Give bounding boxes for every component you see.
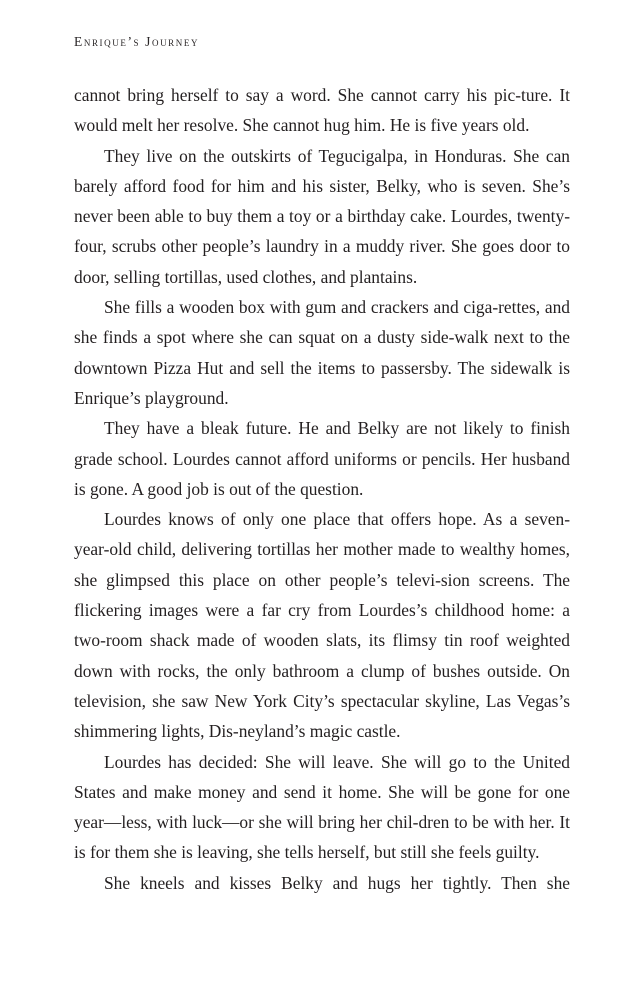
paragraph-7: She kneels and kisses Belky and hugs her tightly. Then she	[104, 872, 570, 893]
body-text	[74, 80, 570, 898]
paragraph-3: She fills a wooden box with gum and crackers and ciga-rettes, and she finds a spot where she can squat on a dusty side-walk next to the downtown Pizza Hut and sell the items to passersby. The sidewalk is Enrique’s playground.	[74, 297, 570, 408]
paragraph-5: Lourdes knows of only one place that offers hope. As a seven-year-old child, delivering tortillas her mother made to wealthy homes, she glimpsed this place on other people’s televi-sion screens. The flickering images were a far cry from Lourdes’s childhood home: a two-room shack made of wooden slats, its flimsy tin roof weighted down with rocks, the only bathroom a clump of bushes outside. On television, she saw New York City’s spectacular skyline, Las Vegas’s shimmering lights, Dis-neyland’s magic castle.	[74, 509, 570, 742]
paragraph-4: They have a bleak future. He and Belky are not likely to finish grade school. Lourdes cannot afford uniforms or pencils. Her husband is gone. A good job is out of the question.	[74, 418, 570, 499]
paragraph-6: Lourdes has decided: She will leave. She will go to the United States and make money and send it home. She will be gone for one year—less, with luck—or she will bring her chil-dren to be with her. It is for them she is leaving, she tells herself, but still she feels guilty.	[74, 751, 570, 863]
paragraph-2: They live on the outskirts of Tegucigalpa, in Honduras. She can barely afford food for him and his sister, Belky, who is seven. She’s never been able to buy them a toy or a birthday cake. Lourdes, twenty-four, scrubs other people’s laundry in a muddy river. She goes door to door, selling tortillas, used clothes, and plantains.	[74, 145, 570, 287]
running-head: Enrique’s Journey	[74, 34, 200, 49]
paragraph-1: cannot bring herself to say a word. She cannot carry his pic-ture. It would melt her resolve. She cannot hug him. He is five years old.	[74, 85, 570, 136]
